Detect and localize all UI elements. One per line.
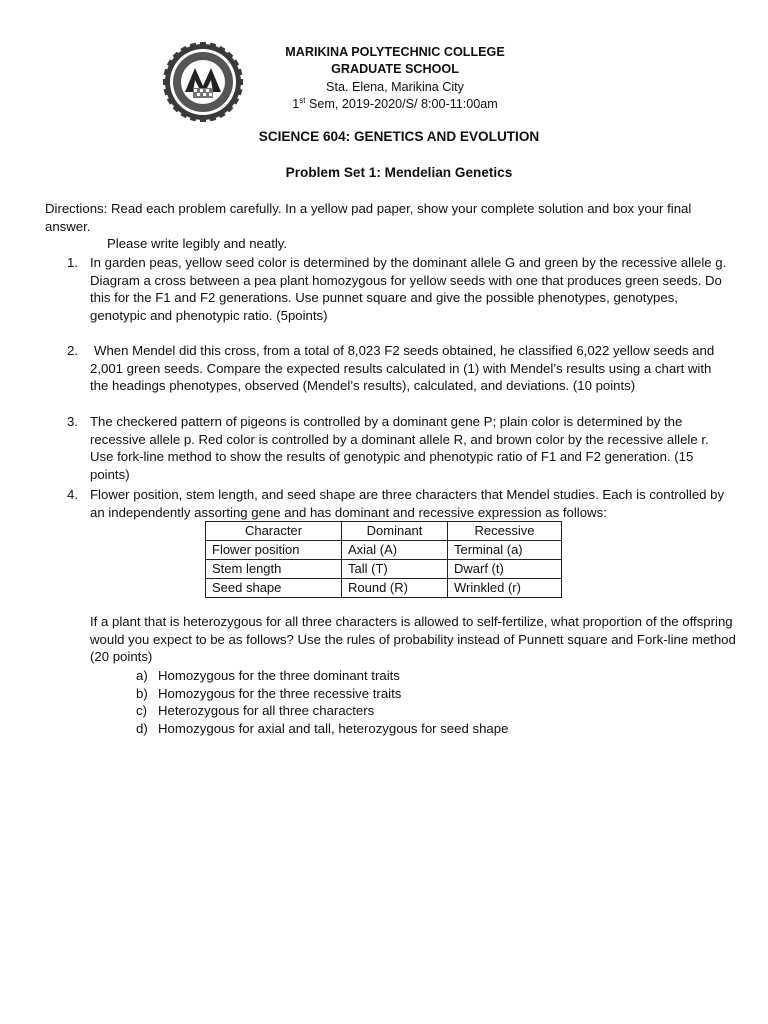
gear-tooth [200,42,206,48]
list-item [136,667,696,685]
list-text: Heterozygous for all three characters [158,703,375,719]
list-letter: d) [136,720,148,736]
problem-item [67,254,727,324]
problem-text: Flower position, stem length, and seed shape are three characters that Mendel studies. Each is controlled by an independently assorting gene and has dominant and recessive expression as follows: [90,487,725,520]
table-header-row [206,522,562,541]
table-cell: Tall (T) [342,560,448,579]
problem-item [67,486,727,521]
followup-question: If a plant that is heterozygous for all three characters is allowed to self-fertilize, what proportion of the offspring would you expect to be as follows? Use the rules of probability instead of Punnett square and Fork-line method (20 points) [90,614,736,665]
list-letter: b) [136,685,148,701]
problem-set-title: Problem Set 1: Mendelian Genetics [285,165,513,180]
problem-text: When Mendel did this cross, from a total of 8,023 F2 seeds obtained, he classified 6,022 yellow seeds and 2,001 green seeds. Compare the expected results calculated in (1) with Mendel’s results using a chart with the headings phenotypes, observed (Mendel’s results), calculated, and deviations. (10 points) [90,343,715,394]
table-cell: Flower position [206,541,342,560]
table-cell: Wrinkled (r) [448,579,562,598]
problem-number: 4. [67,487,78,502]
table-row [206,541,562,560]
list-letter: a) [136,668,148,683]
table-row [206,579,562,598]
list-letter: c) [136,703,147,719]
schedule-line: 1st Sem, 2019-2020/S/ 8:00-11:00am [292,95,498,111]
table-cell: Round (R) [342,579,448,598]
list-item [136,685,696,703]
table-cell: Seed shape [206,579,342,598]
column-header: Recessive [448,522,562,541]
table-cell: Stem length [206,560,342,579]
traits-table [205,521,562,598]
gear-tooth [200,116,206,122]
list-item [136,702,696,720]
directions-line-2: Please write legibly and neatly. [107,236,288,252]
gear-tooth [163,79,169,85]
table-cell: Axial (A) [342,541,448,560]
problem-text: In garden peas, yellow seed color is determined by the dominant allele G and green by the recessive allele g. Diagram a cross between a pea plant homozygous for yellow seeds with one that produces green seeds. Do this for the F1 and F2 generations. Use punnet square and give the possible phenotypes, genotypes, genotypic and phenotypic ratio. (5points) [90,255,727,323]
list-text: Homozygous for the three dominant traits [158,668,400,683]
directions [45,200,725,253]
table-cell: Dwarf (t) [448,560,562,579]
column-header: Character [206,522,342,541]
institution-name: MARIKINA POLYTECHNIC COLLEGE [285,45,505,59]
course-title: SCIENCE 604: GENETICS AND EVOLUTION [258,129,540,144]
list-text: Homozygous for the three recessive traits [158,685,402,701]
school-name: GRADUATE SCHOOL [331,62,459,77]
problem-number: 1. [67,255,78,270]
column-header: Dominant [342,522,448,541]
list-item [136,720,696,738]
list-text: Homozygous for axial and tall, heterozygous for seed shape [158,720,509,736]
directions-line-1: Directions: Read each problem carefully. In a yellow pad paper, show your complete solution and box your final answer. [45,201,692,234]
problem-number: 2. [67,343,78,358]
problem-number: 3. [67,414,78,429]
sub-question-list [136,667,696,737]
problem-item [67,342,727,395]
school-address: Sta. Elena, Marikina City [326,79,464,94]
problem-item [67,413,727,483]
document-header [220,44,570,113]
table-cell: Terminal (a) [448,541,562,560]
table-row [206,560,562,579]
problem-text: The checkered pattern of pigeons is controlled by a dominant gene P; plain color is determined by the recessive allele p. Red color is controlled by a dominant allele R, and brown color by the recessive allele r. Use fork-line method to show the results of genotypic and phenotypic ratio of F1 and F2 generation. (15 points) [90,414,709,482]
